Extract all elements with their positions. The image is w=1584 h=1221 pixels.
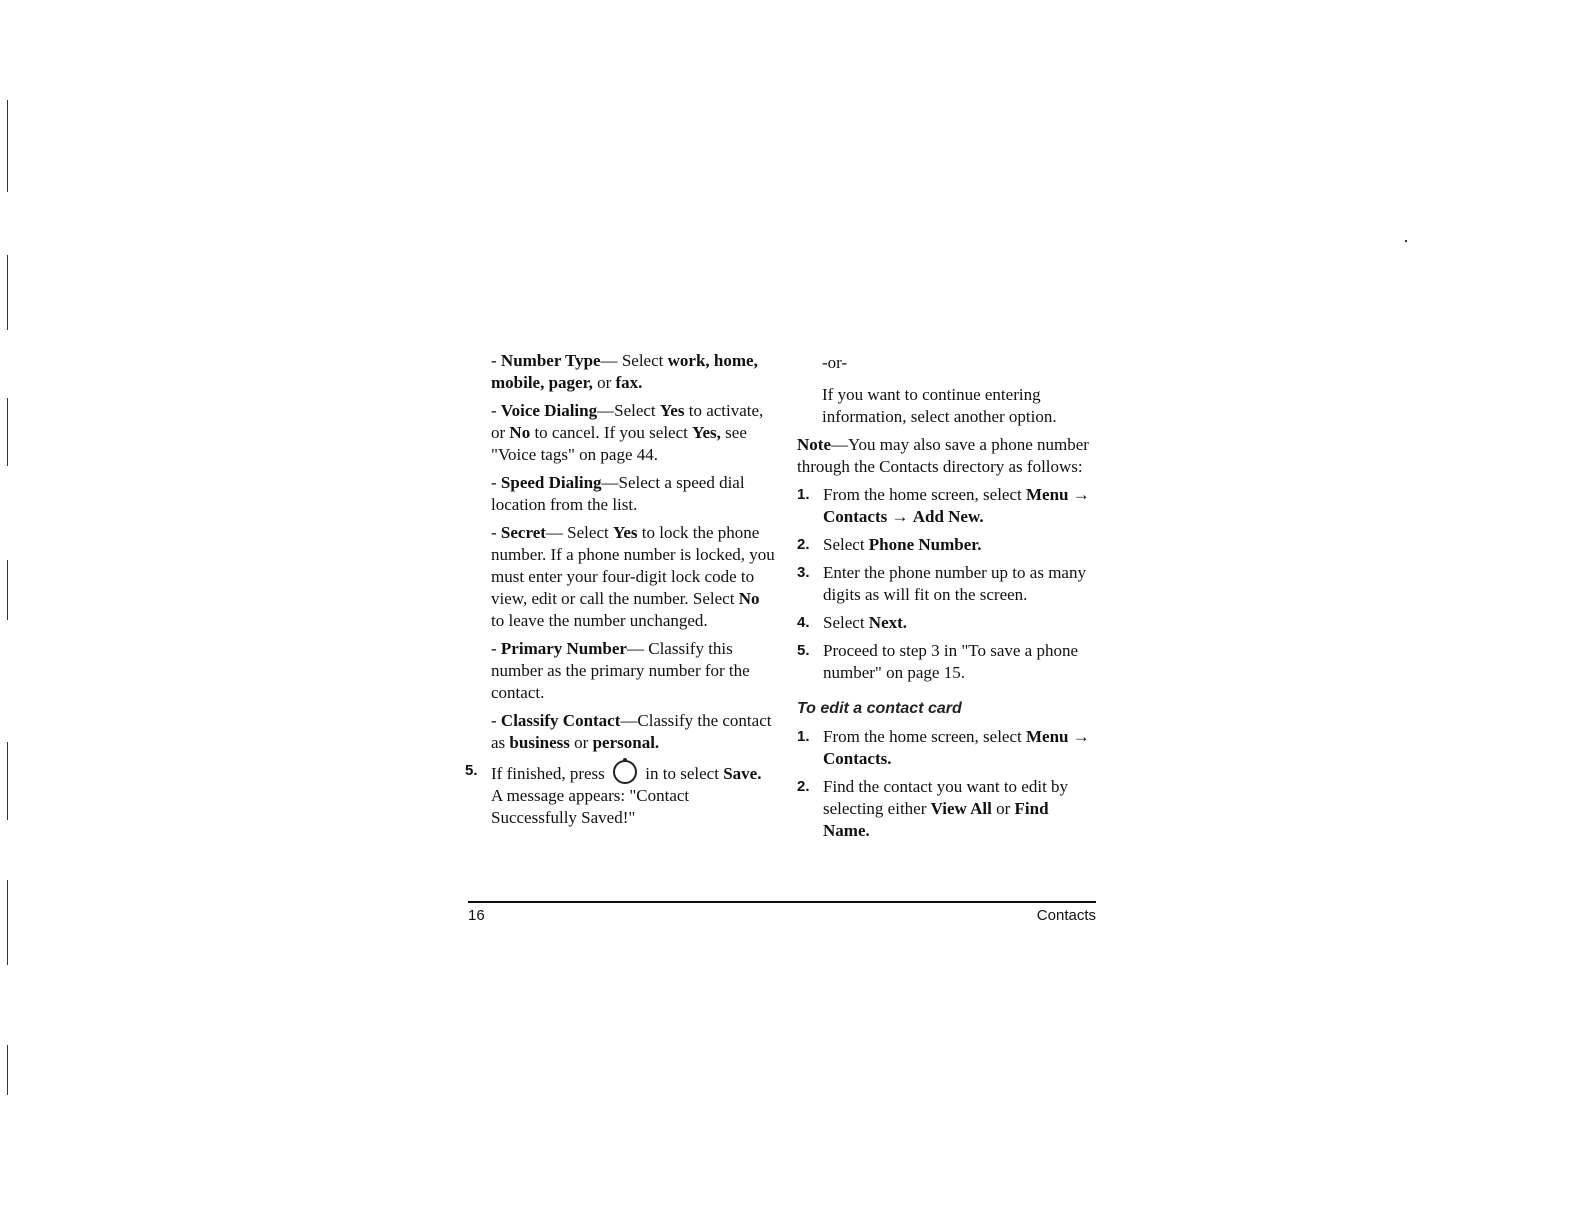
nav-key-icon xyxy=(613,760,637,784)
list-item: 1. From the home screen, select Menu → Contacts → Add New. xyxy=(797,485,1090,526)
scan-edge-mark xyxy=(7,1045,8,1095)
edit-steps xyxy=(797,726,1097,842)
secret-item: - Secret— Select Yes to lock the phone number. If a phone number is locked, you must enter your four-digit lock code to view, edit or call the number. Select No to leave the number unchanged. xyxy=(491,523,775,630)
note-paragraph: Note—You may also save a phone number through the Contacts directory as follows: xyxy=(797,435,1089,476)
number-type-item: - Number Type— Select work, home, mobile, pager, or fax. xyxy=(491,351,758,392)
voice-dialing-item: - Voice Dialing—Select Yes to activate, or No to cancel. If you select Yes, see "Voice tags" on page 44. xyxy=(491,401,764,464)
list-item: 3. Enter the phone number up to as many digits as will fit on the screen. xyxy=(797,563,1086,604)
speed-dialing-item: - Speed Dialing—Select a speed dial location from the list. xyxy=(491,473,745,514)
scan-edge-mark xyxy=(7,880,8,965)
scan-edge-mark xyxy=(7,560,8,620)
list-item: 1. From the home screen, select Menu → Contacts. xyxy=(797,727,1090,768)
continue-paragraph: If you want to continue entering information, select another option. xyxy=(822,385,1057,426)
section-name: Contacts xyxy=(1036,907,1096,924)
scan-edge-mark xyxy=(7,255,8,330)
list-item: 5. Proceed to step 3 in "To save a phone number" on page 15. xyxy=(797,641,1079,682)
classify-contact-item: - Classify Contact—Classify the contact as business or personal. xyxy=(491,711,772,752)
list-item: 2. Select Phone Number. xyxy=(797,535,982,554)
scan-edge-mark xyxy=(7,398,8,466)
list-item: 2. Find the contact you want to edit by selecting either View All or Find Name. xyxy=(797,777,1069,840)
or-separator: -or- xyxy=(822,353,848,372)
scan-speck xyxy=(1405,240,1407,242)
primary-number-item: - Primary Number— Classify this number as the primary number for the contact. xyxy=(491,639,750,702)
section-heading: To edit a contact card xyxy=(797,700,962,717)
page-number: 16 xyxy=(468,907,485,924)
scan-edge-mark xyxy=(7,742,8,820)
list-item: 4. Select Next. xyxy=(797,613,908,632)
footer-divider xyxy=(468,901,1096,903)
step-5-save: 5. If finished, press in to select Save. A message appears: "Contact Successfully Saved!" xyxy=(465,762,762,827)
left-column xyxy=(465,350,776,835)
right-column xyxy=(797,350,1097,848)
scan-edge-mark xyxy=(7,100,8,192)
step-number: 5. xyxy=(465,762,478,779)
add-new-steps xyxy=(797,484,1097,684)
